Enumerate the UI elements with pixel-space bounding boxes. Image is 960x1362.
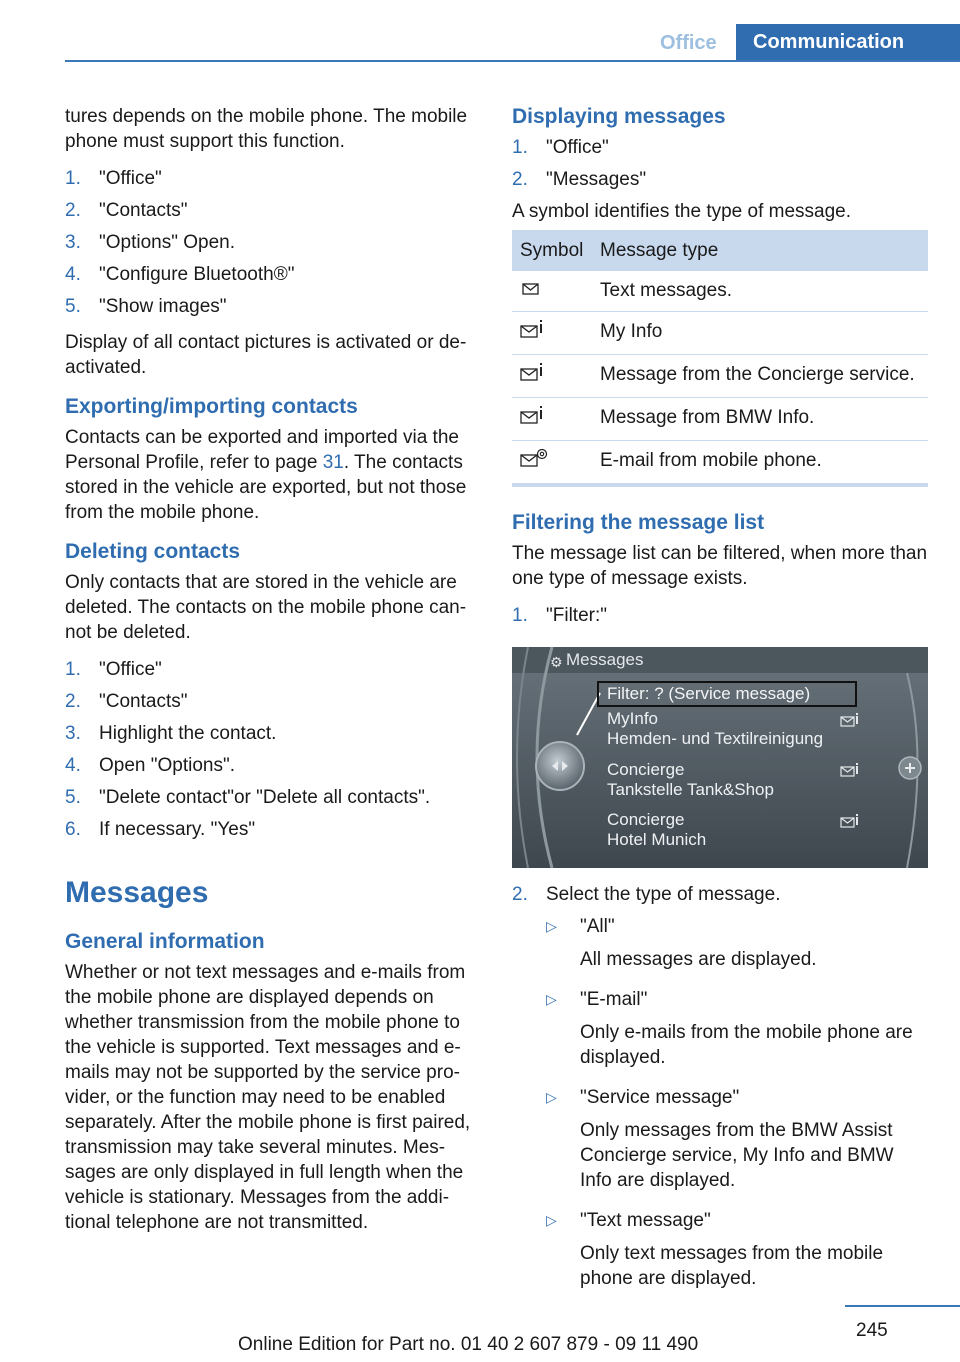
header-rule (65, 60, 960, 62)
envelope-at-icon (520, 452, 548, 473)
list-item: 3. Highlight the contact. (65, 723, 277, 744)
screen-item-3-sub: Hotel Munich (607, 830, 707, 849)
screen-item-2-sub: Tankstelle Tank&Shop (607, 780, 774, 799)
list-item: ▷ "Service message" Only messages from the BMW Assist Concierge service, My Info and BMW Info are displayed. (546, 1085, 928, 1201)
delete-steps (65, 657, 482, 849)
filter-options-list (546, 914, 928, 1299)
table-row: E-mail from mobile phone. (512, 441, 928, 486)
header-section-communication: Communication (736, 24, 960, 61)
screen-settings-icon: ⚙ (550, 654, 563, 670)
triangle-bullet-icon: ▷ (546, 1089, 557, 1105)
col-type-header: Message type (592, 230, 928, 271)
page-number: 245 (856, 1320, 888, 1341)
table-row: Message from the Concierge service. (512, 355, 928, 398)
table-row: My Info (512, 312, 928, 355)
list-item: 2. Select the type of message. (512, 884, 781, 905)
page-link[interactable]: 31 (322, 452, 344, 473)
list-item: 6. If necessary. "Yes" (65, 819, 256, 840)
heading-filtering: Filtering the message list (512, 511, 765, 534)
envelope-info-icon (520, 323, 546, 344)
screen-item-1-sub: Hemden- und Textilreinigung (607, 729, 824, 748)
screen-item-3-title[interactable]: Concierge (607, 810, 685, 829)
show-images-steps (65, 166, 482, 322)
list-item: 2. "Contacts" (65, 200, 188, 221)
list-item: 5. "Delete contact"or "Delete all contacts". (65, 787, 431, 808)
triangle-bullet-icon: ▷ (546, 918, 557, 934)
list-item: 1. "Office" (65, 659, 162, 680)
table-row: Text messages. (512, 271, 928, 312)
table-row: Message from BMW Info. (512, 398, 928, 441)
heading-displaying-messages: Displaying messages (512, 105, 726, 128)
screen-title: Messages (566, 650, 644, 669)
message-type-table (512, 230, 928, 487)
list-item: 2. "Messages" (512, 169, 647, 190)
envelope-info-icon (840, 811, 860, 836)
filter-text: The message list can be filtered, when more than one type of message exists. (512, 543, 928, 589)
list-item: 1. "Office" (65, 168, 162, 189)
list-item: 1. "Office" (512, 137, 609, 158)
left-column (65, 104, 482, 1235)
heading-messages: Messages (65, 876, 209, 909)
list-item: 5. "Show images" (65, 296, 227, 317)
general-text: Whether or not text messages and e-mails from the mobile phone are displayed depends on whether transmission from the mobile phone to the vehicle is supported. Text messages and e-mails may not be supported by the service provider, or the function may need to be enabled separately. After the mobile phone is first paired, transmission may take several minutes. Messages are only displayed in full length when the vehicle is stationary. Messages from the additional telephone are not transmitted. (65, 962, 471, 1233)
footer-edition: Online Edition for Part no. 01 40 2 607 879 - 09 11 490 (238, 1334, 699, 1355)
heading-deleting-contacts: Deleting contacts (65, 540, 241, 563)
list-item: ▷ "E-mail" Only e-mails from the mobile phone are displayed. (546, 987, 928, 1078)
symbol-intro: A symbol identifies the type of message. (512, 201, 852, 222)
idrive-messages-screen (512, 647, 928, 868)
screen-item-1-title[interactable]: MyInfo (607, 709, 659, 728)
table-header-row (512, 230, 928, 271)
list-item: 1. "Filter:" (512, 605, 607, 626)
col-symbol-header: Symbol (512, 230, 592, 271)
screen-filter[interactable]: Filter: ? (Service message) (607, 684, 811, 703)
list-item: ▷ "Text message" Only text messages from the mobile phone are displayed. (546, 1208, 928, 1299)
triangle-bullet-icon: ▷ (546, 991, 557, 1007)
screen-item-2-title[interactable]: Concierge (607, 760, 685, 779)
intro-text: tures depends on the mobile phone. The mobile phone must support this function. (65, 106, 468, 152)
select-steps (512, 882, 928, 914)
footer-rule (845, 1305, 960, 1307)
delete-text: Only contacts that are stored in the vehicle are deleted. The contacts on the mobile phone cannot be deleted. (65, 572, 467, 643)
envelope-info-icon (520, 409, 546, 430)
envelope-info-icon (520, 366, 546, 387)
header-section-office: Office (660, 32, 717, 54)
heading-export-import: Exporting/importing contacts (65, 395, 358, 418)
filter-steps (512, 603, 928, 635)
list-item: ▷ "All" All messages are displayed. (546, 914, 928, 980)
list-item: 2. "Contacts" (65, 691, 188, 712)
export-text: Contacts can be exported and imported via the Personal Profile, refer to page 31. The contacts stored in the vehicle are exported, but not those from the mobile phone. (65, 427, 467, 523)
display-steps (512, 135, 928, 199)
list-item: 4. "Configure Bluetooth®" (65, 264, 295, 285)
list-item: 3. "Options" Open. (65, 232, 236, 253)
envelope-info-icon (840, 760, 860, 785)
triangle-bullet-icon: ▷ (546, 1212, 557, 1228)
envelope-icon (520, 280, 542, 301)
envelope-info-icon (840, 710, 860, 735)
contact-pictures-text: Display of all contact pictures is activated or deactivated. (65, 332, 467, 378)
list-item: 4. Open "Options". (65, 755, 236, 776)
right-column (512, 104, 928, 1306)
heading-general-information: General information (65, 930, 265, 953)
